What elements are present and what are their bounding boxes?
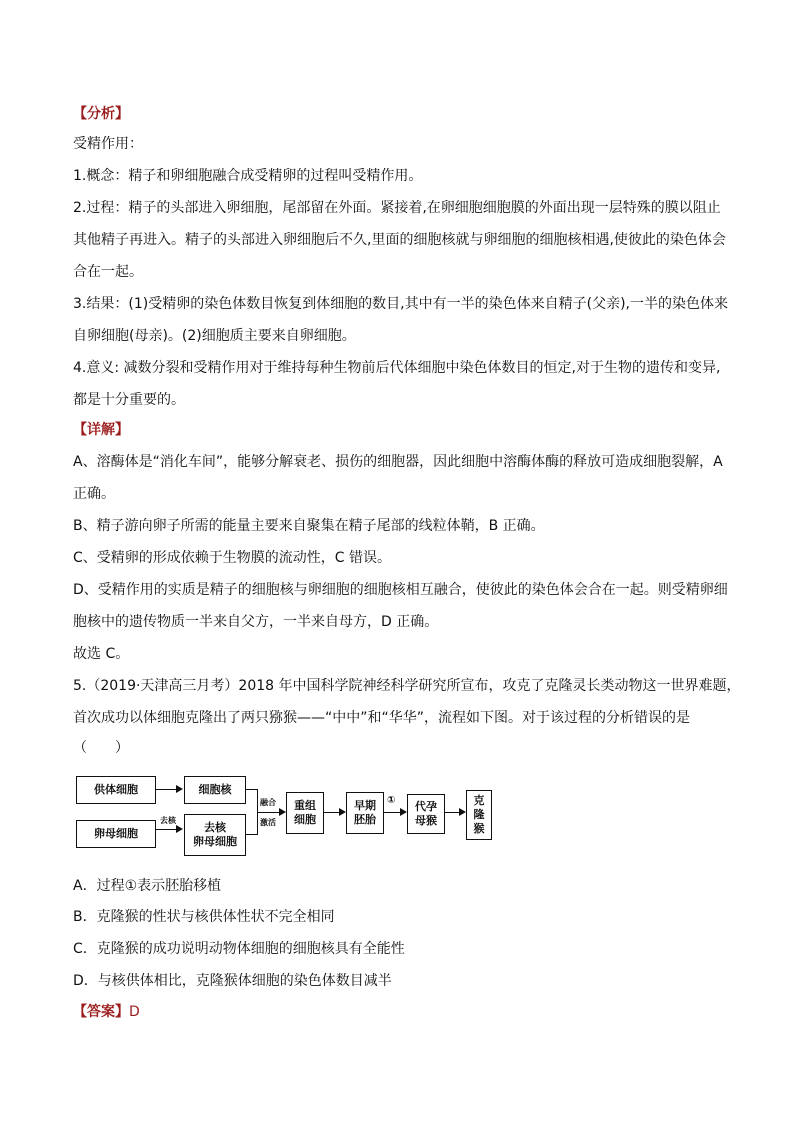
analysis-line: 自卵细胞(母亲)。(2)细胞质主要来自卵细胞。 <box>73 328 356 344</box>
arrow <box>155 829 176 830</box>
fuse-label-1: 融合 <box>260 798 276 807</box>
recon-line1: 重组 <box>294 799 316 812</box>
detail-line: B、精子游向卵子所需的能量主要来自聚集在精子尾部的线粒体鞘，B 正确。 <box>73 518 545 534</box>
arrow-head <box>400 808 407 816</box>
oocyte-box <box>76 820 156 848</box>
question-blank: （ ） <box>73 740 129 756</box>
clone-monkey-box <box>466 790 492 840</box>
surrogate-box <box>407 794 445 834</box>
analysis-heading: 【分析】 <box>73 106 129 122</box>
arrow-head <box>176 785 183 793</box>
arrow-head <box>459 808 466 816</box>
donor-cell-box <box>76 776 156 804</box>
donor-cell-label: 供体细胞 <box>94 783 138 796</box>
surrogate-line1: 代孕 <box>415 800 437 813</box>
arrow <box>323 812 340 813</box>
fuse-label-2: 激活 <box>260 818 276 827</box>
question-line: 5.（2019·天津高三月考）2018 年中国科学院神经科学研究所宣布，攻克了克隆灵长类动物这一世界难题， <box>73 678 741 694</box>
answer-label: 【答案】 <box>73 1004 129 1020</box>
arrow-head <box>279 808 286 816</box>
detail-line: 故选 C。 <box>73 646 130 662</box>
enucleate-arrow-label: 去核 <box>160 816 176 825</box>
enucleated-oocyte-box <box>184 814 246 856</box>
embryo-line2: 胚胎 <box>354 813 376 826</box>
surrogate-line2: 母猴 <box>415 814 437 827</box>
detail-line: 正确。 <box>73 486 115 502</box>
clone-line3: 猴 <box>473 822 485 835</box>
enucleated-line1: 去核 <box>204 821 226 834</box>
option-d: D．与核供体相比，克隆猴体细胞的染色体数目减半 <box>73 973 392 989</box>
analysis-line: 1.概念：精子和卵细胞融合成受精卵的过程叫受精作用。 <box>73 168 423 184</box>
analysis-line: 合在一起。 <box>73 264 143 280</box>
arrow-head <box>176 825 183 833</box>
detail-line: 胞核中的遗传物质一半来自父方，一半来自母方，D 正确。 <box>73 614 439 630</box>
answer-row <box>73 1002 140 1022</box>
answer-value: D <box>129 1004 140 1020</box>
clone-line1: 克 <box>473 794 485 807</box>
analysis-title: 受精作用： <box>73 136 143 152</box>
connector <box>245 789 257 790</box>
embryo-line1: 早期 <box>354 799 376 812</box>
step-marker: ① <box>387 795 396 806</box>
enucleated-line2: 卵母细胞 <box>193 835 237 848</box>
analysis-line: 其他精子再进入。精子的头部进入卵细胞后不久,里面的细胞核就与卵细胞的细胞核相遇,使彼此的染色体会 <box>73 232 726 248</box>
clone-line2: 隆 <box>473 808 485 821</box>
analysis-line: 2.过程：精子的头部进入卵细胞，尾部留在外面。紧接着,在卵细胞细胞膜的外面出现一层特殊的膜以阻止 <box>73 200 721 216</box>
option-c: C．克隆猴的成功说明动物体细胞的细胞核具有全能性 <box>73 941 405 957</box>
arrow <box>155 789 176 790</box>
arrow-head <box>339 808 346 816</box>
cloning-flow-diagram <box>76 768 496 858</box>
question-line: 首次成功以体细胞克隆出了两只猕猴——“中中”和“华华”，流程如下图。对于该过程的分析错误的是 <box>73 710 691 726</box>
arrow <box>258 812 280 813</box>
nucleus-label: 细胞核 <box>198 783 232 796</box>
recon-line2: 细胞 <box>294 813 316 826</box>
option-a: A．过程①表示胚胎移植 <box>73 878 222 894</box>
nucleus-box <box>184 776 246 804</box>
detail-line: A、溶酶体是“消化车间”，能够分解衰老、损伤的细胞器，因此细胞中溶酶体酶的释放可造成细胞裂解，A <box>73 454 723 470</box>
reconstructed-cell-box <box>286 792 324 834</box>
oocyte-label: 卵母细胞 <box>94 827 138 840</box>
analysis-line: 3.结果：(1)受精卵的染色体数目恢复到体细胞的数目,其中有一半的染色体来自精子(父亲),一半的染色体来 <box>73 296 729 312</box>
option-b: B．克隆猴的性状与核供体性状不完全相同 <box>73 909 335 925</box>
detail-line: D、受精作用的实质是精子的细胞核与卵细胞的细胞核相互融合，使彼此的染色体会合在一起。则受精卵细 <box>73 582 728 598</box>
detail-line: C、受精卵的形成依赖于生物膜的流动性，C 错误。 <box>73 550 391 566</box>
detail-heading: 【详解】 <box>73 422 129 438</box>
connector <box>245 834 257 835</box>
analysis-line: 都是十分重要的。 <box>73 392 185 408</box>
arrow <box>383 812 401 813</box>
arrow <box>444 812 460 813</box>
early-embryo-box <box>346 792 384 834</box>
analysis-line: 4.意义: 减数分裂和受精作用对于维持每种生物前后代体细胞中染色体数目的恒定,对于生物的遗传和变异, <box>73 360 721 376</box>
